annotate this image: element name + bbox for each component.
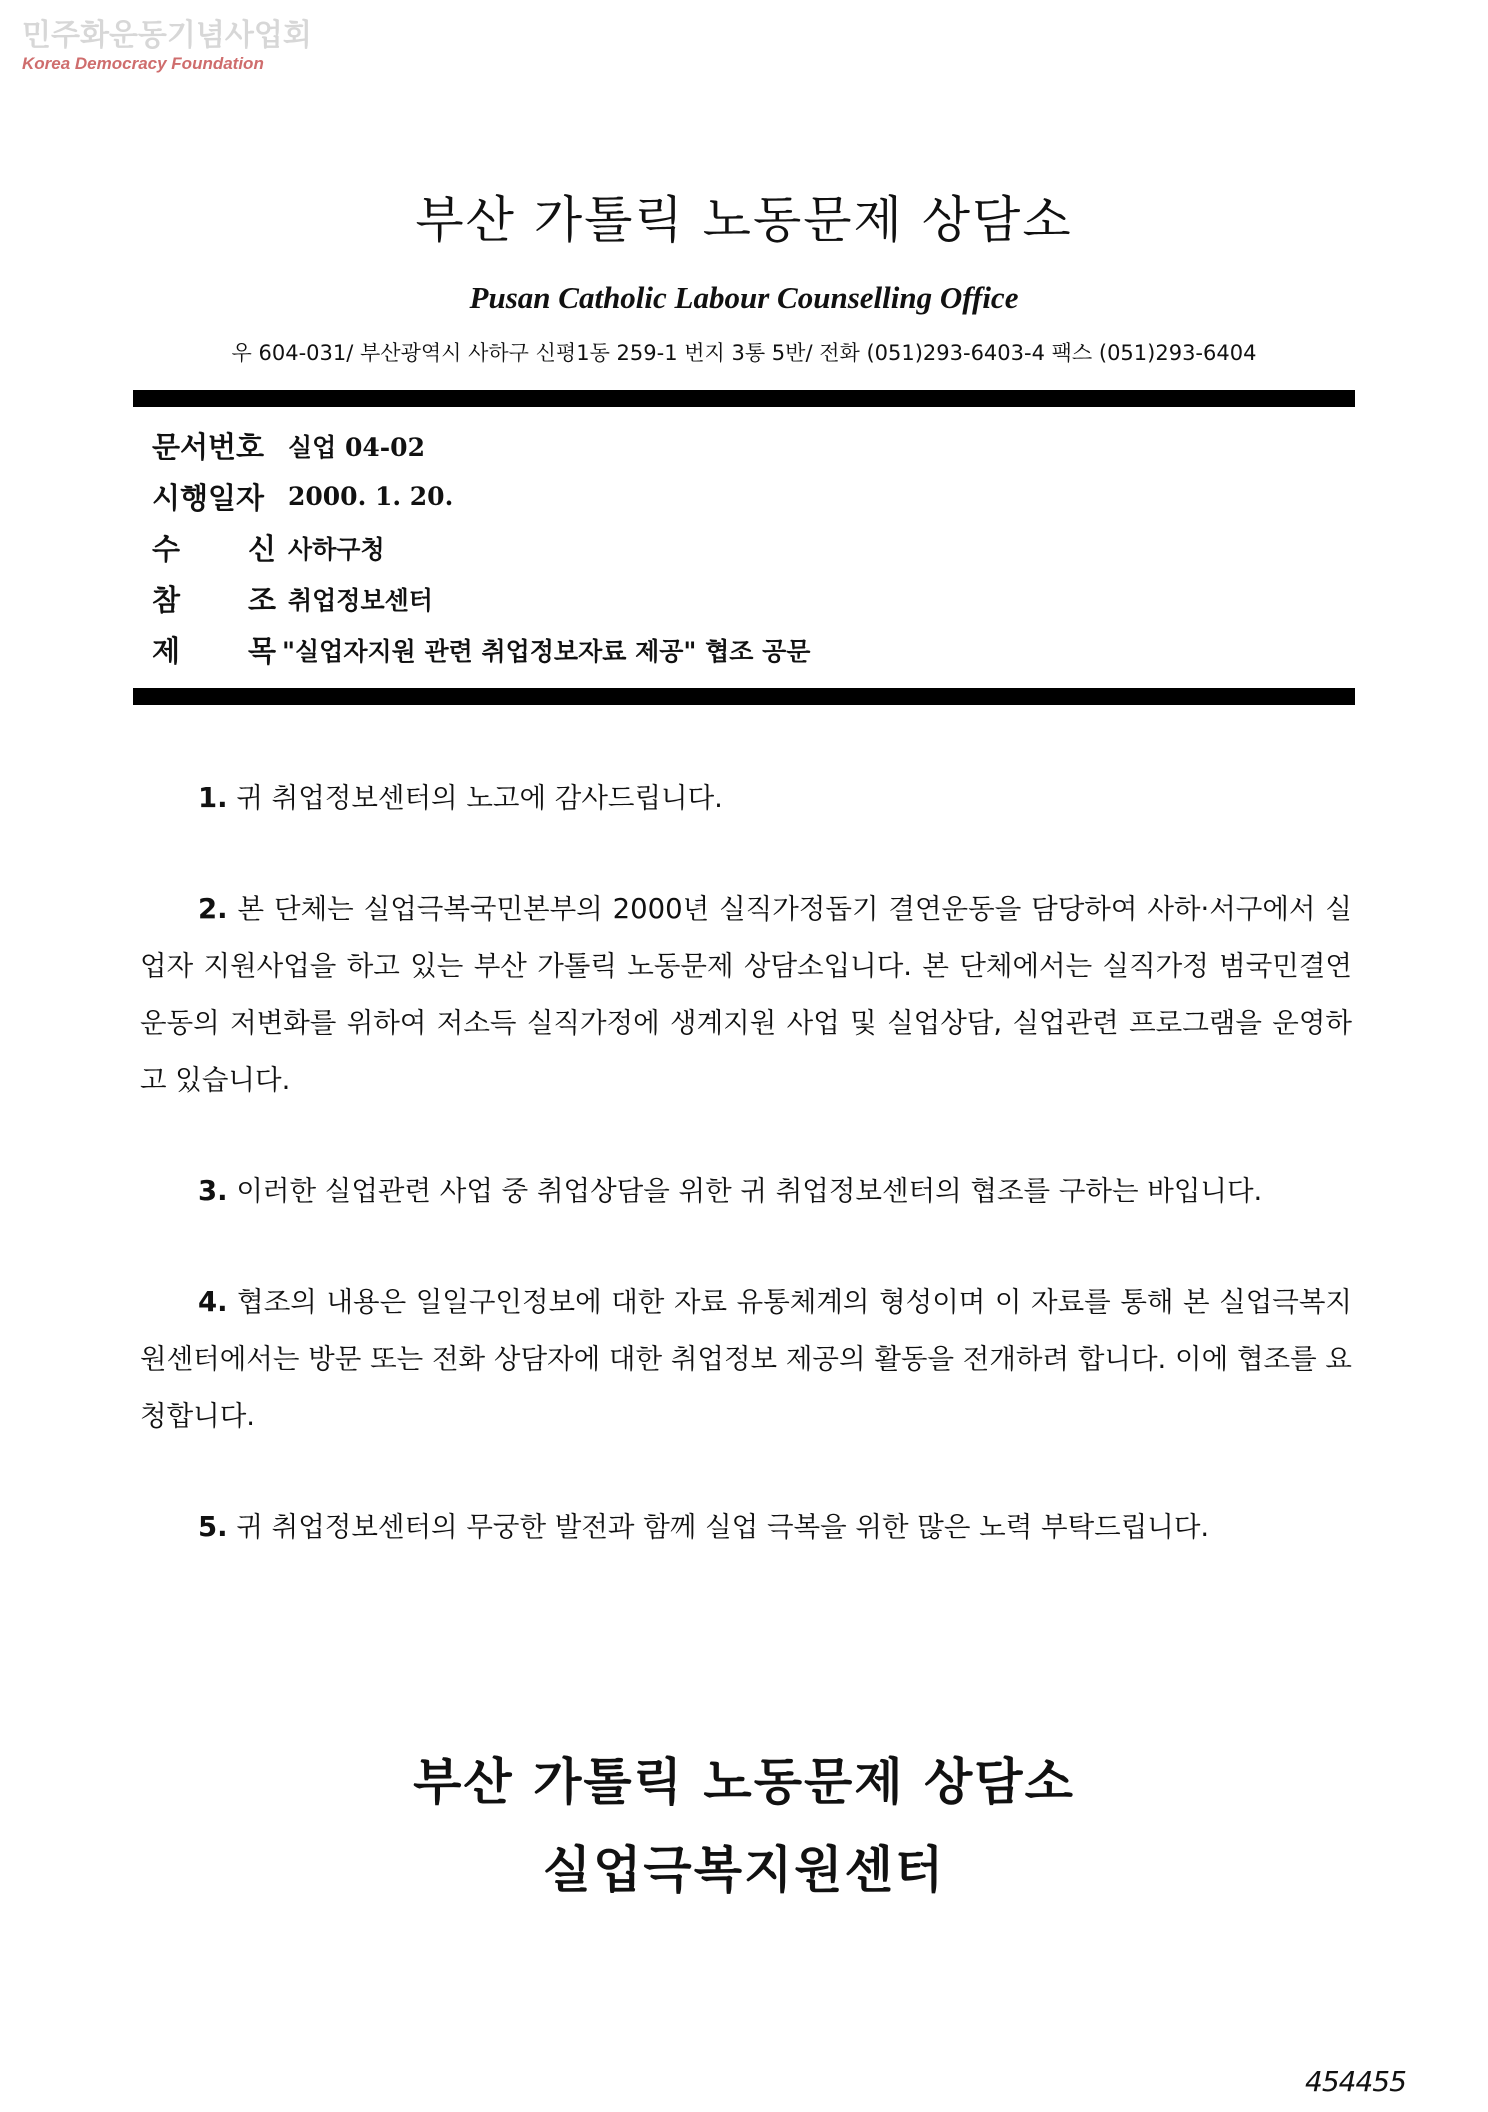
recipient-label-part2: 신	[247, 532, 276, 566]
org-title: 부산 가톨릭 노동문제 상담소	[415, 191, 1073, 249]
paragraph-3-number: 3.	[198, 1175, 228, 1207]
reference-label	[152, 578, 278, 619]
date-value: 2000. 1. 20.	[288, 482, 454, 511]
paragraph-5-text: 귀 취업정보센터의 무궁한 발전과 함께 실업 극복을 위한 많은 노력 부탁드립니다.	[227, 1511, 1210, 1543]
paragraph-1-text: 귀 취업정보센터의 노고에 감사드립니다.	[227, 782, 723, 814]
meta-row-recipient	[152, 522, 810, 573]
org-address: 우 604-031/ 부산광역시 사하구 신평1동 259-1 번지 3통 5반/ 전화 (051)293-6403-4 팩스 (051)293-6404	[231, 341, 1257, 365]
recipient-label	[152, 527, 278, 568]
meta-row-doc-number	[152, 420, 810, 471]
letter-body	[140, 770, 1352, 1610]
meta-row-reference	[152, 573, 810, 624]
handwritten-doc-number: 454455	[1305, 2065, 1406, 2098]
paragraph-5	[140, 1499, 1352, 1556]
doc-number-value: 실업 04-02	[288, 432, 425, 462]
paragraph-4	[140, 1274, 1352, 1445]
document-meta	[152, 420, 810, 675]
reference-value: 취업정보센터	[288, 585, 433, 615]
header-divider	[133, 390, 1355, 407]
signature-org-name: 부산 가톨릭 노동문제 상담소	[413, 1753, 1075, 1811]
subject-value: "실업자지원 관련 취업정보자료 제공" 협조 공문	[282, 636, 811, 666]
org-title-english: Pusan Catholic Labour Counselling Office	[469, 280, 1019, 315]
watermark-korean: 민주화운동기념사업회	[22, 18, 312, 53]
signature-center-name: 실업극복지원센터	[542, 1841, 946, 1899]
recipient-value: 사하구청	[288, 534, 385, 564]
paragraph-3	[140, 1163, 1352, 1220]
paragraph-4-text: 협조의 내용은 일일구인정보에 대한 자료 유통체계의 형성이며 이 자료를 통해 본 실업극복지원센터에서는 방문 또는 전화 상담자에 대한 취업정보 제공의 활동을 전개하려 합니다. 이에 협조를 요청합니다.	[140, 1286, 1352, 1432]
paragraph-1-number: 1.	[198, 782, 228, 814]
date-label: 시행일자	[152, 481, 265, 515]
watermark	[22, 18, 312, 74]
paragraph-2-text: 본 단체는 실업극복국민본부의 2000년 실직가정돕기 결연운동을 담당하여 사하·서구에서 실업자 지원사업을 하고 있는 부산 가톨릭 노동문제 상담소입니다. 본 단체에서는 실직가정 범국민결연운동의 저변화를 위하여 저소득 실직가정에 생계지원 사업 및 실업상담, 실업관련 프로그램을 운영하고 있습니다.	[140, 893, 1352, 1096]
reference-label-part2: 조	[247, 583, 276, 617]
subject-label-part1: 제	[152, 634, 181, 668]
watermark-english: Korea Democracy Foundation	[22, 54, 264, 73]
meta-row-date	[152, 471, 810, 522]
reference-label-part1: 참	[152, 583, 181, 617]
paragraph-5-number: 5.	[198, 1511, 228, 1543]
meta-row-subject	[152, 624, 810, 675]
doc-number-label: 문서번호	[152, 430, 265, 464]
recipient-label-part1: 수	[152, 532, 181, 566]
paragraph-3-text: 이러한 실업관련 사업 중 취업상담을 위한 귀 취업정보센터의 협조를 구하는 바입니다.	[227, 1175, 1263, 1207]
subject-label	[152, 629, 278, 670]
meta-divider	[133, 688, 1355, 705]
paragraph-2	[140, 881, 1352, 1109]
paragraph-1	[140, 770, 1352, 827]
paragraph-4-number: 4.	[198, 1286, 228, 1318]
subject-label-part2: 목	[247, 634, 276, 668]
paragraph-2-number: 2.	[198, 893, 228, 925]
